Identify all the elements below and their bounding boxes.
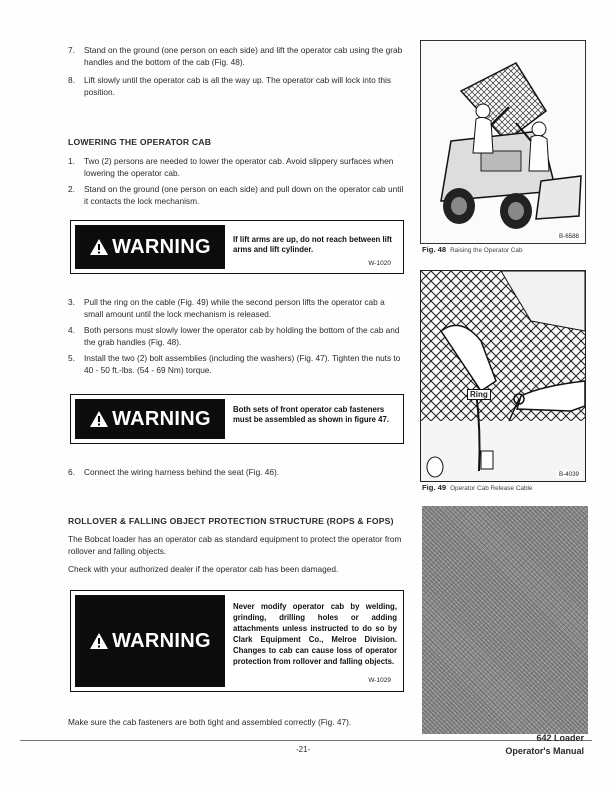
figure-48-raising-cab <box>420 40 586 244</box>
warning-box-modify-cab <box>70 590 404 692</box>
step-number: 6. <box>68 467 75 477</box>
figure-code: B-6588 <box>559 233 579 240</box>
figure-48-caption <box>422 245 523 254</box>
ring-callout: Ring <box>467 389 491 400</box>
step-number: 7. <box>68 45 75 55</box>
section-heading-lowering: LOWERING THE OPERATOR CAB <box>68 137 212 147</box>
rops-paragraph-2: Check with your authorized dealer if the operator cab has been damaged. <box>68 564 339 574</box>
figure-49-release-cable <box>420 270 586 482</box>
warning-triangle-icon <box>89 410 109 428</box>
warning-banner <box>75 399 225 439</box>
warning-text: Both sets of front operator cab fasteners must be assembled as shown in figure 47. <box>233 405 389 424</box>
warning-text: If lift arms are up, do not reach between lift arms and lift cylinder. <box>233 235 392 254</box>
footer-model: 642 Loader <box>536 733 584 743</box>
figure-code: B-4039 <box>559 471 579 478</box>
figure-caption-text: Raising the Operator Cab <box>450 247 523 254</box>
halftone-panel <box>422 506 588 734</box>
warning-triangle-icon <box>89 238 109 256</box>
step-text: Two (2) persons are needed to lower the operator cab. Avoid slippery surfaces when lowering the operator cab. <box>84 156 394 178</box>
step-number: 1. <box>68 156 75 166</box>
warning-label: WARNING <box>112 235 211 258</box>
step-text: Stand on the ground (one person on each side) and lift the operator cab using the grab handles and the bottom of the cab (Fig. 48). <box>84 45 403 67</box>
closing-note: Make sure the cab fasteners are both tight and assembled correctly (Fig. 47). <box>68 717 352 727</box>
step-text: Install the two (2) bolt assemblies (including the washers) (Fig. 47). Tighten the nuts to 40 - 50 ft.-lbs. (54 - 69 Nm) torque. <box>84 353 401 375</box>
page-number: -21- <box>296 745 311 754</box>
step-text: Connect the wiring harness behind the seat (Fig. 46). <box>84 467 280 477</box>
figure-label: Fig. 48 <box>422 245 447 254</box>
step-text: Both persons must slowly lower the operator cab by holding the bottom of the cab and the grab handles (Fig. 48). <box>84 325 400 347</box>
section-heading-rops: ROLLOVER & FALLING OBJECT PROTECTION STRUCTURE (ROPS & FOPS) <box>68 516 394 526</box>
step-text: Stand on the ground (one person on each side) and pull down on the operator cab until it contacts the lock mechanism. <box>84 184 404 206</box>
step-number: 5. <box>68 353 75 363</box>
footer-manual: Operator's Manual <box>505 746 584 756</box>
warning-text: Never modify operator cab by welding, grinding, drilling holes or adding attachments unless instructed to do so by Clark Equipment Co., Melroe Division. Changes to cab can cause loss of operator protection from rollover and falling objects. <box>233 602 397 666</box>
warning-box-fasteners <box>70 394 404 444</box>
figure-label: Fig. 49 <box>422 483 447 492</box>
step-text: Pull the ring on the cable (Fig. 49) while the second person lifts the operator cab a small amount until the lock mechanism is released. <box>84 297 385 319</box>
loader-illustration <box>421 41 585 243</box>
step-number: 2. <box>68 184 75 194</box>
warning-triangle-icon <box>89 632 109 650</box>
footer-rule <box>20 740 592 741</box>
step-number: 4. <box>68 325 75 335</box>
warning-label: WARNING <box>112 407 211 430</box>
warning-code: W-1029 <box>368 677 391 684</box>
step-text: Lift slowly until the operator cab is all the way up. The operator cab will lock into this position. <box>84 75 391 97</box>
warning-banner <box>75 595 225 687</box>
release-cable-illustration <box>421 271 585 481</box>
step-number: 8. <box>68 75 75 85</box>
warning-label: WARNING <box>112 629 211 652</box>
warning-banner <box>75 225 225 269</box>
figure-49-caption <box>422 483 532 492</box>
step-number: 3. <box>68 297 75 307</box>
figure-caption-text: Operator Cab Release Cable <box>450 485 533 492</box>
warning-box-lift-arms <box>70 220 404 274</box>
warning-code: W-1020 <box>368 260 391 267</box>
rops-paragraph-1: The Bobcat loader has an operator cab as standard equipment to protect the operator from rollover and falling objects. <box>68 534 402 556</box>
